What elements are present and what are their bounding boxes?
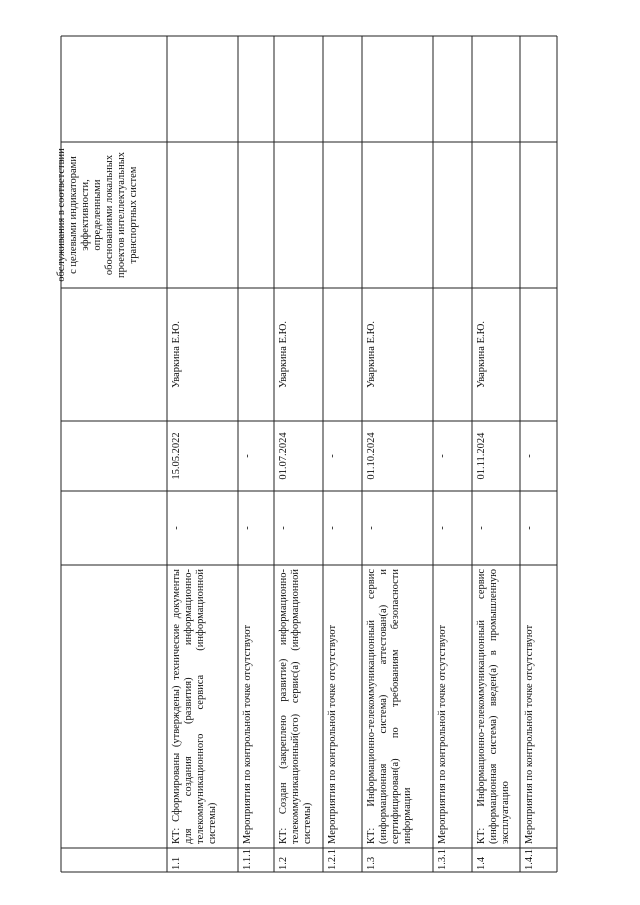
row-number: 1.4 bbox=[476, 856, 487, 870]
row-dash: - bbox=[437, 526, 448, 530]
row-dash: - bbox=[524, 526, 535, 530]
row-name: Мероприятия по контрольной точке отсутствуют bbox=[437, 624, 448, 844]
row-name: КТ: Сформированы (утверждены) технические документы для создания (развития) информационно-телекоммуникационного сервиса (информационной системы) bbox=[171, 569, 218, 844]
row-name: Мероприятия по контрольной точке отсутствуют bbox=[327, 624, 338, 844]
row-responsible: Уваркина Е.Ю. bbox=[476, 320, 487, 389]
row-number: 1.2.1 bbox=[327, 849, 338, 870]
row-responsible: Уваркина Е.Ю. bbox=[171, 320, 182, 389]
row-name: Мероприятия по контрольной точке отсутствуют bbox=[524, 624, 535, 844]
row-dash: - bbox=[366, 526, 377, 530]
row-number: 1.3.1 bbox=[437, 849, 448, 870]
row-number: 1.4.1 bbox=[524, 849, 535, 870]
row-date: - bbox=[327, 454, 338, 458]
row-date: - bbox=[437, 454, 448, 458]
row-name: КТ: Создан (закреплено развитие) информационно-телекоммуникационный(ого) сервис(а) (информационной системы) bbox=[278, 569, 313, 844]
kpi-header-text: обслуживания в соответствии с целевыми индикаторами эффективности, определенными обоснованиями локальных проектов интеллектуальных транспортных систем bbox=[56, 148, 139, 282]
row-date: - bbox=[242, 454, 253, 458]
row-responsible: Уваркина Е.Ю. bbox=[366, 320, 377, 389]
row-dash: - bbox=[171, 526, 182, 530]
row-dash: - bbox=[327, 526, 338, 530]
row-name: Мероприятия по контрольной точке отсутствуют bbox=[242, 624, 253, 844]
row-date: - bbox=[524, 454, 535, 458]
row-number: 1.1.1 bbox=[242, 849, 253, 870]
row-number: 1.3 bbox=[366, 856, 377, 870]
row-date: 15.05.2022 bbox=[171, 432, 182, 480]
row-responsible: Уваркина Е.Ю. bbox=[278, 320, 289, 389]
row-name: КТ: Информационно-телекоммуникационный сервис (информационная система) аттестован(а) и сертифицирован(а) по требованиям безопасности информации bbox=[366, 569, 413, 844]
row-date: 01.11.2024 bbox=[476, 432, 487, 480]
row-name: КТ: Информационно-телекоммуникационный сервис (информационная система) введен(а) в промышленную эксплуатацию bbox=[476, 569, 511, 844]
row-number: 1.1 bbox=[171, 856, 182, 870]
row-dash: - bbox=[476, 526, 487, 530]
row-number: 1.2 bbox=[278, 856, 289, 870]
row-dash: - bbox=[242, 526, 253, 530]
row-dash: - bbox=[278, 526, 289, 530]
row-date: 01.10.2024 bbox=[366, 432, 377, 480]
row-date: 01.07.2024 bbox=[278, 432, 289, 480]
